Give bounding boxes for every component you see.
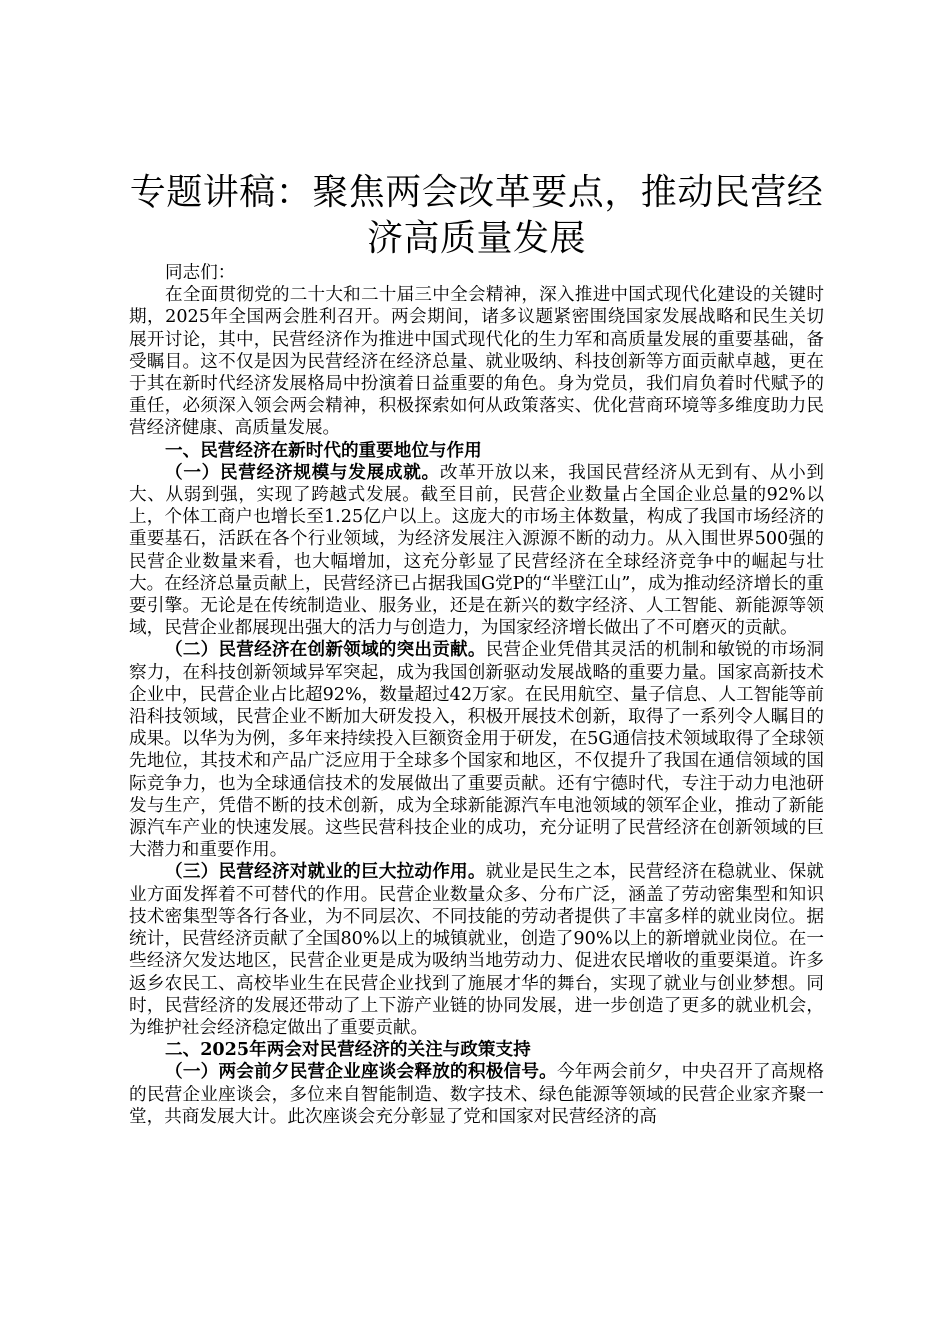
section-2-heading: 二、2025年两会对民营经济的关注与政策支持 <box>165 1039 531 1061</box>
intro-paragraph: 在全面贯彻党的二十大和二十届三中全会精神，深入推进中国式现代化建设的关键时期，2025年全国两会胜利召开。两会期间，诸多议题紧密围绕国家发展战略和民生关切展开讨论，其中，民营经济作为推进中国式现代化的生力军和高质量发展的重要基础，备受瞩目。这不仅是因为民营经济在经济总量、就业吸纳、科技创新等方面贡献卓越，更在于其在新时代经济发展格局中扮演着日益重要的角色。身为党员，我们肩负着时代赋予的重任，必须深入领会两会精神，积极探索如何从政策落实、优化营商环境等多维度助力民营经济健康、高质量发展。 <box>129 285 824 439</box>
document-page <box>129 170 824 1128</box>
paragraph-lead: （二）民营经济在创新领域的突出贡献。 <box>165 639 486 661</box>
paragraph-lead: （一）民营经济规模与发展成就。 <box>165 461 440 483</box>
paragraph-body: 民营企业凭借其灵活的机制和敏锐的市场洞察力，在科技创新领域异军突起，成为我国创新驱动发展战略的重要力量。国家高新技术企业中，民营企业占比超92%，数量超过42万家。在民用航空、量子信息、人工智能等前沿科技领域，民营企业不断加大研发投入，积极开展技术创新，取得了一系列令人瞩目的成果。以华为为例，多年来持续投入巨额资金用于研发，在5G通信技术领域取得了全球领先地位，其技术和产品广泛应用于全球多个国家和地区，不仅提升了我国在通信领域的国际竞争力，也为全球通信技术的发展做出了重要贡献。还有宁德时代，专注于动力电池研发与生产，凭借不断的技术创新，成为全球新能源汽车电池领域的领军企业，推动了新能源汽车产业的快速发展。这些民营科技企业的成功，充分证明了民营经济在创新领域的巨大潜力和重要作用。 <box>129 640 824 861</box>
paragraph-body: 就业是民生之本，民营经济在稳就业、保就业方面发挥着不可替代的作用。民营企业数量众多、分布广泛，涵盖了劳动密集型和知识技术密集型等各行各业，为不同层次、不同技能的劳动者提供了丰富多样的就业岗位。据统计，民营经济贡献了全国80%以上的城镇就业，创造了90%以上的新增就业岗位。在一些经济欠发达地区，民营企业更是成为吸纳当地劳动力、促进农民增收的重要渠道。许多返乡农民工、高校毕业生在民营企业找到了施展才华的舞台，实现了就业与创业梦想。同时，民营经济的发展还带动了上下游产业链的协同发展，进一步创造了更多的就业机会，为维护社会经济稳定做出了重要贡献。 <box>129 862 824 1038</box>
section-1-paragraph-3 <box>129 861 824 1039</box>
section-2-paragraph-1 <box>129 1061 824 1128</box>
paragraph-lead: （三）民营经济对就业的巨大拉动作用。 <box>165 861 486 883</box>
section-1-paragraph-1 <box>129 462 824 640</box>
paragraph-body: 今年两会前夕，中央召开了高规格的民营企业座谈会，多位来自智能制造、数字技术、绿色能源等领域的民营企业家齐聚一堂，共商发展大计。此次座谈会充分彰显了党和国家对民营经济的高 <box>129 1062 824 1127</box>
section-1-heading: 一、民营经济在新时代的重要地位与作用 <box>165 439 482 461</box>
paragraph-lead: （一）两会前夕民营企业座谈会释放的积极信号。 <box>165 1061 557 1083</box>
salutation: 同志们： <box>165 263 236 283</box>
document-title: 专题讲稿：聚焦两会改革要点，推动民营经济高质量发展 <box>129 172 824 259</box>
section-1-paragraph-2 <box>129 639 824 861</box>
paragraph-body: 改革开放以来，我国民营经济从无到有、从小到大、从弱到强，实现了跨越式发展。截至目前，民营企业数量占全国企业总量的92%以上，个体工商户也增长至1.25亿户以上。这庞大的市场主体数量，构成了我国市场经济的重要基石，活跃在各个行业领域，为经济发展注入源源不断的动力。从入围世界500强的民营企业数量来看，也大幅增加，这充分彰显了民营经济在全球经济竞争中的崛起与壮大。在经济总量贡献上，民营经济已占据我国G党P的“半壁江山”，成为推动经济增长的重要引擎。无论是在传统制造业、服务业，还是在新兴的数字经济、人工智能、新能源等领域，民营企业都展现出强大的活力与创造力，为国家经济增长做出了不可磨灭的贡献。 <box>129 462 824 639</box>
